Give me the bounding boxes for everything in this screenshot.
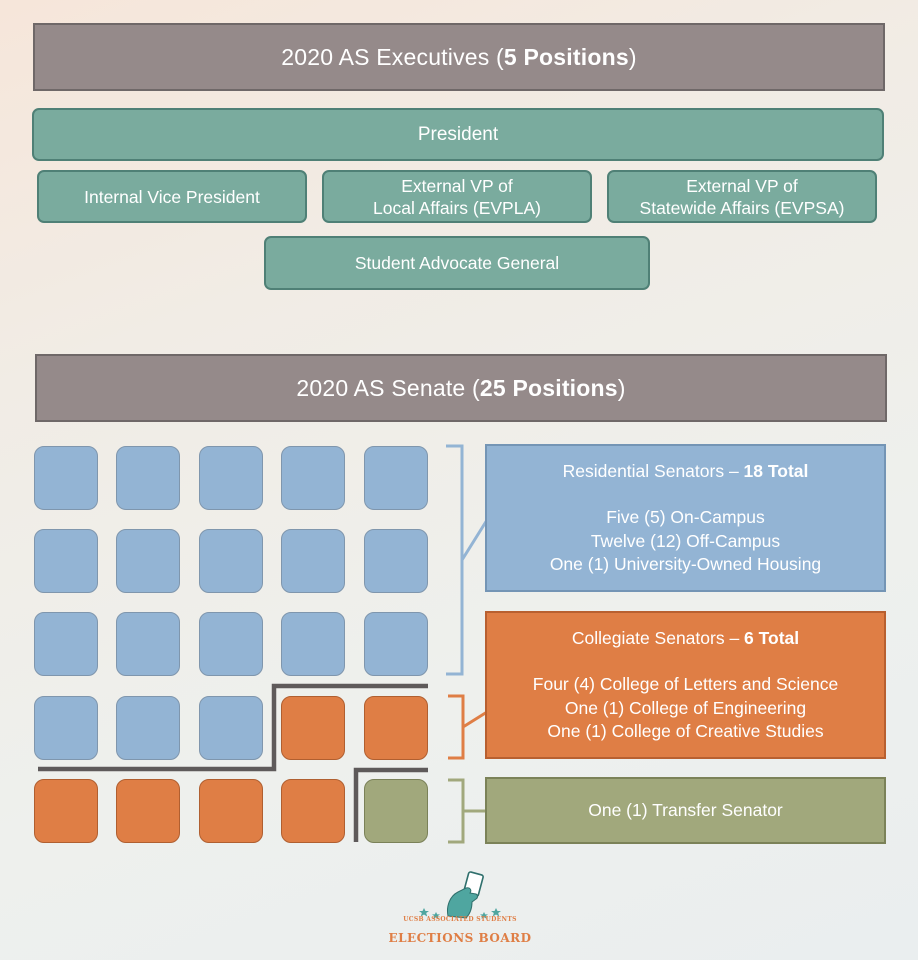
evpsa-label-line2: Statewide Affairs (EVPSA) [639,197,845,218]
transfer-bracket [448,780,486,842]
logo-tagline: UCSB ASSOCIATED STUDENTS [403,916,517,923]
collegiate-line-letters-science: Four (4) College of Letters and Science [532,674,839,694]
executives-header-prefix: 2020 AS Executives ( [281,43,504,70]
residential-bracket [446,446,487,674]
collegiate-line-creative-studies: One (1) College of Creative Studies [547,721,824,741]
residential-line-off-campus: Twelve (12) Off-Campus [590,530,781,551]
senate-header-count: 25 Positions [479,374,618,401]
collegiate-line-engineering: One (1) College of Engineering [564,697,807,718]
evpla-label-line2: Local Affairs (EVPLA) [373,197,541,218]
ivp-label: Internal Vice President [84,186,260,207]
residential-title [563,460,809,484]
senate-header-prefix: 2020 AS Senate ( [296,374,480,401]
collegiate-title-prefix: Collegiate Senators – [571,627,745,648]
transfer-senator-box [485,777,886,844]
collegiate-bracket [448,696,487,758]
transfer-label: One (1) Transfer Senator [588,799,783,820]
residential-senators-box [485,444,886,592]
collegiate-transfer-divider [356,770,428,842]
residential-total: 18 Total [743,460,809,481]
collegiate-total: 6 Total [744,627,800,648]
executives-header-suffix: ) [628,43,637,70]
evpsa-label-line1: External VP of [686,175,798,196]
residential-line-university-housing: One (1) University-Owned Housing [549,554,822,574]
evpla-label-line1: External VP of [401,175,513,196]
logo-name: ELECTIONS BOARD [388,931,532,945]
collegiate-senators-box [485,611,886,759]
elections-board-logo [380,868,540,952]
president-label: President [417,123,499,145]
residential-collegiate-divider [38,686,428,769]
residential-line-on-campus: Five (5) On-Campus [606,507,765,527]
collegiate-title [572,627,799,651]
residential-title-prefix: Residential Senators – [562,460,744,481]
senate-header-suffix: ) [617,374,626,401]
executives-header-count: 5 Positions [503,43,629,70]
sag-label: Student Advocate General [354,253,560,273]
